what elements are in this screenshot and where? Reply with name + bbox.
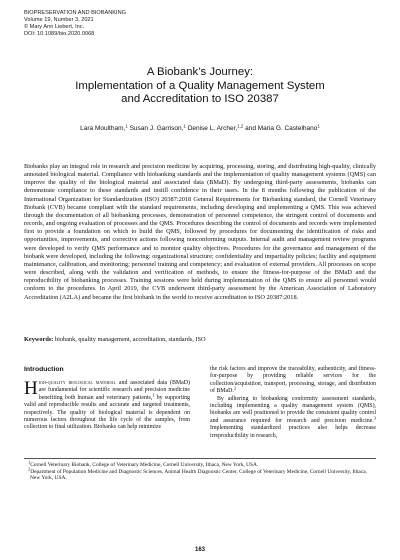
article-title	[20, 66, 380, 107]
intro-text-tail: Implementing standardized practices also helps decrease irreproducibility in research,	[210, 425, 376, 439]
author-list	[20, 125, 380, 132]
footnotes	[24, 459, 376, 482]
intro-right-column	[210, 366, 376, 440]
footnote-text: Cornell Veterinary Biobank, College of Veterinary Medicine, Cornell University, Ithaca, New York, USA.	[30, 462, 259, 468]
author-affiliation: 1	[125, 123, 128, 129]
author-name: Denise L. Archer,	[187, 125, 238, 132]
intro-paragraph-continued	[210, 366, 376, 396]
intro-left-column	[24, 366, 190, 432]
intro-paragraph	[24, 380, 190, 432]
footnote-number: 1	[28, 459, 31, 465]
title-line-2: Implementation of a Quality Management System	[75, 79, 325, 92]
footnote-number: 2	[28, 466, 31, 472]
author-name: and Maria G. Castelhano	[245, 125, 318, 132]
journal-header	[24, 10, 126, 38]
intro-text-tail: by supporting valid and reproducible results and accurate and targeted treatments, respectively. The quality of biological material is dependent on numerous factors throughout the life cycle of the samples, from collection to final utilization. Biobanks can help minimize	[24, 394, 190, 431]
intro-text: By adhering to biobanking conformity assessment standards, including implementing a quality management system (QMS), biobanks are well positioned to provide the consistent quality control and assurance required for research and precision medicine.	[210, 395, 376, 424]
journal-doi: DOI: 10.1089/bio.2020.0068	[24, 30, 95, 37]
page-number: 163	[194, 547, 205, 553]
footnote	[24, 459, 376, 472]
abstract: Biobanks play an integral role in research and precision medicine by acquiring, processing, storing, and distributing high-quality, clinically annotated biological material. Compliance with biobanking standards and the implementation of quality management systems (QMS) can improve the quality of the biological material and associated data (BMaD). By undergoing third-party assessments, biobanks can demonstrate compliance to these standards and instill confidence in their users. In the 8 months following the publication of the International Organization for Standardization (ISO) 20387:2018 General Requirements for Biobanking standard, the Cornell Veterinary Biobank (CVB) became compliant with the standard requirements, including developing and implementing a QMS. This was achieved through the documentation of all biobanking processes, demonstration of personnel competence, the stringent control of documents and records, and ongoing evaluation of processes and the QMS. Procedures describing the control of documents and records were implemented first to provide a foundation on which to build the QMS, followed by procedures for documenting the identification of risks and opportunities, improvements, and corrective actions following nonconforming outputs. Internal audit and management review programs were developed to verify QMS performance and to monitor quality objectives. Procedures for the governance and management of the biobank were developed, including the following: organizational structure; confidentiality and impartiality policies; facility and equipment maintenance, calibration, and monitoring; personnel training and competency; and evaluation of external providers. All processes on scope were described, along with the validation and verification of methods, to ensure the fitness-for-purpose of the BMaD and the reproducibility of biobanking processes. Training sessions were held during implementation of the QMS to ensure all personnel would conform to the procedures. In April 2019, the CVB underwent third-party assessment by the American Association of Laboratory Accreditation (A2LA) and became the first biobank in the world to receive accreditation to ISO 20387:2018.	[24, 163, 376, 301]
drop-cap: H	[24, 378, 38, 399]
intro-smallcaps: igh-quality biological material	[38, 380, 116, 386]
journal-copyright: © Mary Ann Liebert, Inc.	[24, 23, 85, 30]
footnote	[24, 466, 376, 482]
section-heading-introduction: Introduction	[24, 366, 64, 373]
intro-paragraph-2	[210, 396, 376, 440]
footnote-divider	[24, 458, 376, 459]
citation-ref: 1	[152, 392, 155, 398]
author-affiliation: 1	[183, 123, 186, 129]
footnote-text: Department of Population Medicine and Diagnostic Sciences, Animal Health Diagnostic Center, College of Veterinary Medicine, Cornell University, Ithaca, New York, USA.	[30, 468, 367, 482]
title-line-1: A Biobank’s Journey:	[146, 66, 254, 78]
author-name: Susan J. Garrison,	[129, 125, 184, 132]
title-line-3: and Accreditation to ISO 20387	[121, 93, 279, 106]
citation-ref: 2	[233, 385, 237, 391]
citation-ref: 3	[373, 415, 376, 421]
author-affiliation: 1	[317, 123, 320, 129]
intro-text: and associated data (BMaD) are fundamental for scientific research and precision medicine benefiting both human and veterinary patients,	[38, 380, 190, 401]
keywords-text: biobank, quality management, accreditation, standards, ISO	[54, 336, 206, 343]
intro-text: the risk factors and improve the traceability, authenticity, and fitness-for-purpose by providing reliable services for the collection/acquisition, transport, processing, storage, and distribution of BMaD.	[210, 366, 376, 395]
journal-name: BIOPRESERVATION AND BIOBANKING	[24, 10, 126, 16]
keywords	[24, 336, 376, 344]
keywords-label: Keywords:	[24, 336, 54, 343]
author-affiliation: 1,2	[237, 123, 244, 129]
journal-volume: Volume 19, Number 3, 2021	[24, 16, 94, 23]
author-name: Lara Moultham,	[80, 125, 126, 132]
